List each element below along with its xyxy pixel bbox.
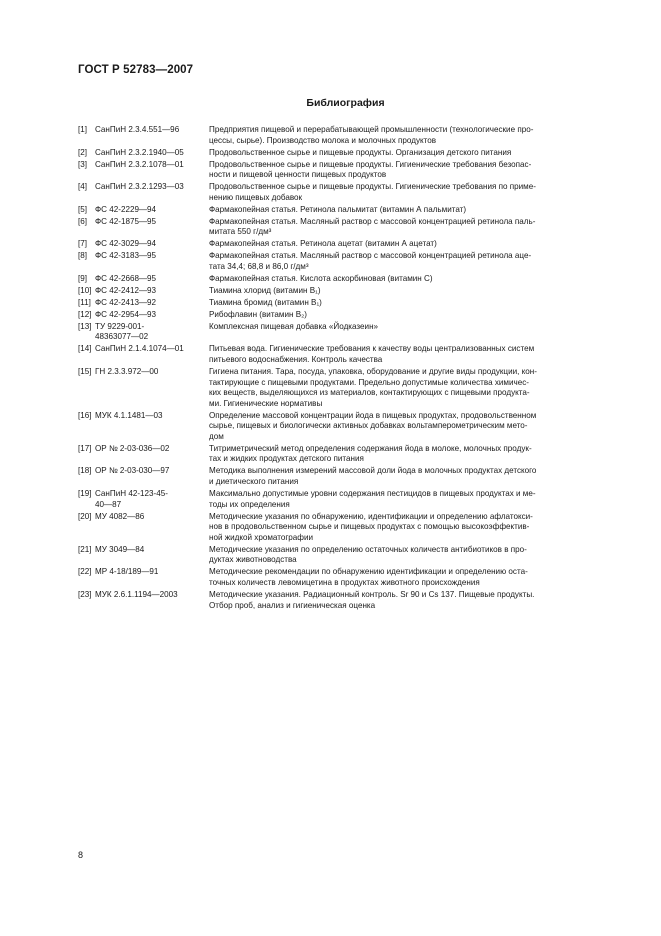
entry-number: [10] — [78, 285, 92, 295]
entry-number: [17] — [78, 443, 92, 453]
bibliography-entry — [78, 590, 623, 611]
bibliography-title: Библиография — [306, 97, 385, 109]
bibliography-entry — [78, 344, 623, 365]
bibliography-entry — [78, 310, 623, 321]
entry-number: [6] — [78, 216, 87, 226]
entry-number: [14] — [78, 344, 92, 354]
bibliography-entry — [78, 322, 623, 343]
bibliography-entry — [78, 125, 623, 146]
bibliography-entry — [78, 411, 623, 443]
entry-code: СанПиН 42-123-45- 40—87 — [95, 489, 168, 509]
bibliography-list — [78, 125, 623, 613]
entry-code: СанПиН 2.3.4.551—96 — [95, 125, 180, 134]
entry-description: Фармакопейная статья. Кислота аскорбиновая (витамин С) — [209, 273, 433, 283]
entry-code: ФС 42-2668—95 — [95, 273, 157, 283]
entry-code: МР 4-18/189—91 — [95, 567, 159, 577]
bibliography-entry — [78, 466, 623, 487]
entry-code: МУ 4082—86 — [95, 511, 145, 521]
entry-number: [8] — [78, 251, 87, 261]
entry-number: [12] — [78, 309, 92, 319]
entry-description: Предприятия пищевой и перерабатывающей промышленности (технологические про- цессы, сырье). Производство молока и молочных продуктов — [209, 125, 534, 145]
entry-description: Продовольственное сырье и пищевые продукты. Гигиенические требования по приме- нению пищевых добавок — [209, 182, 536, 202]
entry-number: [1] — [78, 125, 87, 134]
bibliography-entry — [78, 444, 623, 465]
entry-number: [3] — [78, 159, 87, 169]
bibliography-entry — [78, 512, 623, 544]
entry-number: [7] — [78, 239, 87, 249]
entry-code: ОР № 2-03-036—02 — [95, 443, 170, 453]
bibliography-entry — [78, 367, 623, 409]
bibliography-entry — [78, 160, 623, 181]
entry-description: Фармакопейная статья. Ретинола ацетат (витамин А ацетат) — [209, 239, 437, 249]
entry-number: [21] — [78, 544, 92, 554]
entry-description: Методические указания по обнаружению, идентификации и определению афлатокси- нов в продовольственном сырье и пищевых продуктах с помощью высокоэффектив- ной жидкой хроматографии — [209, 511, 533, 542]
entry-code: ГН 2.3.3.972—00 — [95, 366, 159, 376]
entry-number: [15] — [78, 366, 92, 376]
entry-number: [20] — [78, 511, 92, 521]
page-number: 8 — [78, 850, 84, 860]
entry-code: ФС 42-3029—94 — [95, 239, 157, 249]
entry-code: МУК 4.1.1481—03 — [95, 410, 163, 420]
entry-description: Определение массовой концентрации йода в пищевых продуктах, продовольственном сырье, пищевых и биологически активных добавках вольтамперометрическим мето- дом — [209, 410, 537, 441]
entry-description: Фармакопейная статья. Масляный раствор с массовой концентрацией ретинола аце- тата 34,4; 68,8 и 86,0 г/дм³ — [209, 251, 532, 271]
document-id-header: ГОСТ Р 52783—2007 — [78, 64, 194, 76]
bibliography-entry — [78, 182, 623, 203]
bibliography-entry — [78, 205, 623, 216]
entry-code: СанПиН 2.3.2.1293—03 — [95, 182, 184, 192]
entry-number: [23] — [78, 589, 92, 599]
entry-number: [5] — [78, 204, 87, 214]
entry-description: Продовольственное сырье и пищевые продукты. Организация детского питания — [209, 147, 512, 157]
entry-code: ФС 42-2954—93 — [95, 309, 157, 319]
entry-description: Титриметрический метод определения содержания йода в молоке, молочных продук- тах и жидких продуктах детского питания — [209, 443, 532, 464]
bibliography-entry — [78, 298, 623, 309]
bibliography-entry — [78, 239, 623, 250]
entry-description: Питьевая вода. Гигиенические требования к качеству воды централизованных систем питьевого водоснабжения. Контроль качества — [209, 344, 535, 364]
entry-number: [18] — [78, 466, 92, 476]
entry-description: Фармакопейная статья. Ретинола пальмитат (витамин А пальмитат) — [209, 204, 467, 214]
bibliography-entry — [78, 489, 623, 510]
entry-code: СанПиН 2.1.4.1074—01 — [95, 344, 184, 354]
entry-description: Методические указания по определению остаточных количеств антибиотиков в про- дуктах животноводства — [209, 544, 527, 565]
entry-description: Продовольственное сырье и пищевые продукты. Гигиенические требования безопас- ности и пищевой ценности пищевых продуктов — [209, 159, 532, 180]
entry-description: Методика выполнения измерений массовой доли йода в молочных продуктах детского и диетического питания — [209, 466, 537, 487]
entry-number: [2] — [78, 147, 87, 157]
entry-description: Максимально допустимые уровни содержания пестицидов в пищевых продуктах и ме- тоды их определения — [209, 489, 536, 509]
entry-description: Рибофлавин (витамин В₂) — [209, 309, 307, 319]
entry-number: [9] — [78, 273, 87, 283]
entry-code: СанПиН 2.3.2.1940—05 — [95, 147, 184, 157]
bibliography-entry — [78, 274, 623, 285]
entry-code: СанПиН 2.3.2.1078—01 — [95, 159, 184, 169]
entry-description: Комплексная пищевая добавка «Йодказеин» — [209, 321, 379, 331]
entry-number: [22] — [78, 567, 92, 577]
entry-number: [13] — [78, 321, 92, 331]
bibliography-entry — [78, 148, 623, 159]
entry-number: [19] — [78, 489, 92, 499]
entry-number: [11] — [78, 297, 91, 307]
entry-description: Фармакопейная статья. Масляный раствор с массовой концентрацией ретинола паль- митата 550 г/дм³ — [209, 216, 536, 237]
bibliography-entry — [78, 286, 623, 297]
entry-number: [4] — [78, 182, 87, 192]
bibliography-entry — [78, 217, 623, 238]
entry-description: Тиамина хлорид (витамин В₁) — [209, 285, 321, 295]
entry-code: ФС 42-2413—92 — [95, 297, 157, 307]
entry-code: ФС 42-2412—93 — [95, 285, 157, 295]
entry-description: Методические указания. Радиационный контроль. Sr 90 и Cs 137. Пищевые продукты. Отбор проб, анализ и гигиеническая оценка — [209, 589, 535, 610]
entry-description: Методические рекомендации по обнаружению идентификации и определению оста- точных количеств левомицетина в продуктах животного происхождения — [209, 567, 528, 587]
entry-number: [16] — [78, 410, 92, 420]
entry-code: МУ 3049—84 — [95, 544, 145, 554]
entry-code: ФС 42-1875—95 — [95, 216, 157, 226]
bibliography-entry — [78, 251, 623, 272]
bibliography-entry — [78, 545, 623, 566]
entry-code: ТУ 9229-001- 48363077—02 — [95, 321, 149, 342]
entry-description: Гигиена питания. Тара, посуда, упаковка, оборудование и другие виды продукции, кон- тактирующие с пищевыми продуктами. Предельно допустимые количества химичес- ких веществ, выделяющихся из материалов, контактирующих с пищевыми продукта- ми. Гигиенические нормативы — [209, 366, 537, 408]
entry-code: ФС 42-2229—94 — [95, 204, 157, 214]
entry-code: ФС 42-3183—95 — [95, 251, 157, 261]
entry-description: Тиамина бромид (витамин В₁) — [209, 297, 322, 307]
bibliography-entry — [78, 567, 623, 588]
entry-code: ОР № 2-03-030—97 — [95, 466, 170, 476]
entry-code: МУК 2.6.1.1194—2003 — [95, 589, 178, 599]
